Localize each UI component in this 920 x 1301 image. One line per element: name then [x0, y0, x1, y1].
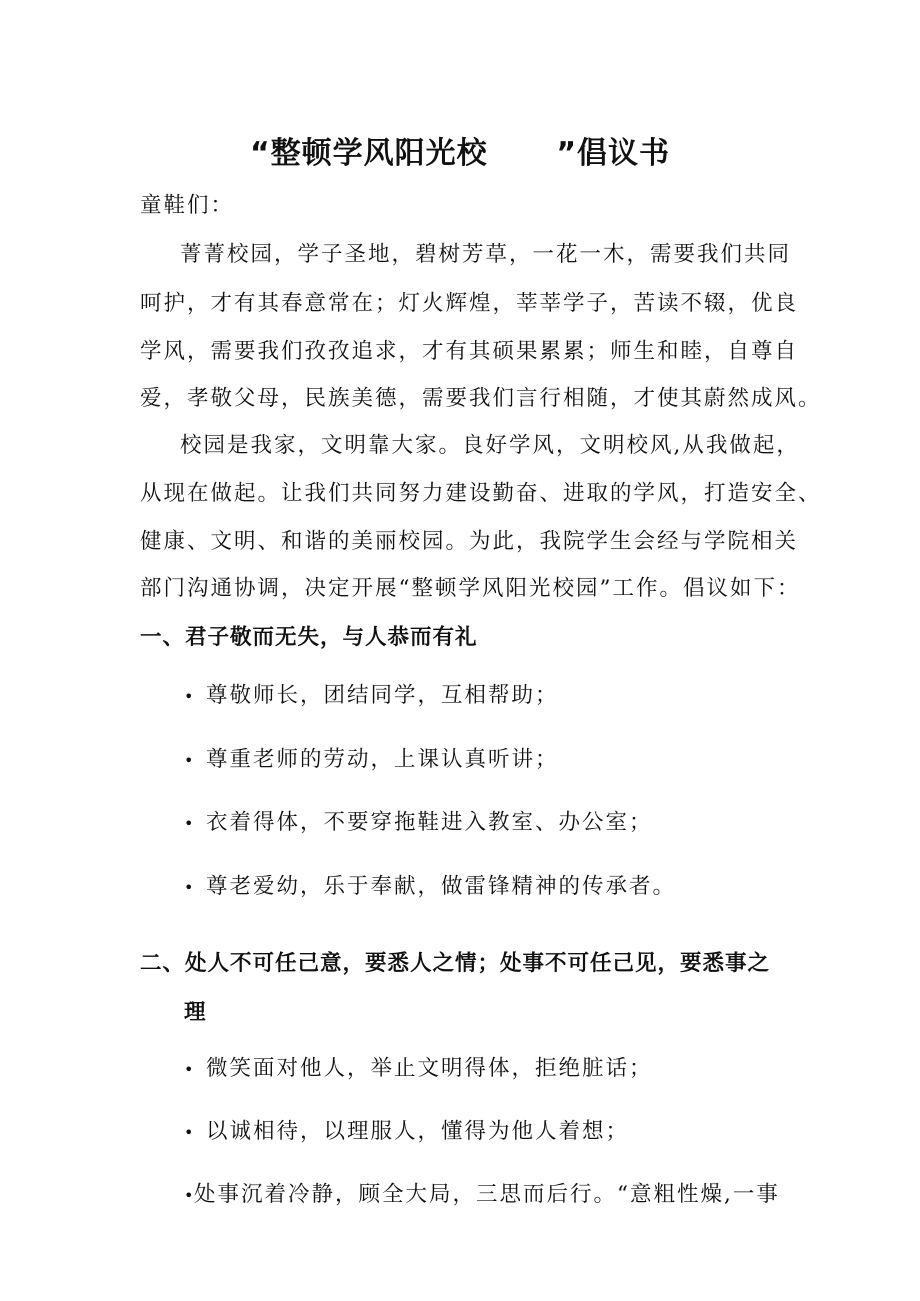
section-1-bullet-4 [184, 869, 676, 900]
section-2-heading-line-1: 二、处人不可任己意，要悉人之情；处事不可任己见，要悉事之 [140, 951, 771, 976]
document-title: “整顿学风阳光校 ”倡议书 [249, 136, 671, 171]
paragraph-1-line-2: 呵护，才有其春意常在；灯火辉煌，莘莘学子，苦读不辍，优良 [140, 291, 799, 316]
bullet-text: 处事沉着冷静，顾全大局，三思而后行。“意粗性燥,一事 [194, 1182, 780, 1207]
bullet-dot: • [184, 687, 196, 706]
paragraph-2-line-1: 校园是我家，文明靠大家。良好学风，文明校风,从我做起， [180, 433, 800, 458]
section-2-bullet-3 [184, 1177, 780, 1208]
paragraph-2-line-4: 部门沟通协调，决定开展“整顿学风阳光校园”工作。倡议如下： [140, 576, 801, 601]
bullet-text: 以诚相待，以理服人，懂得为他人着想； [206, 1119, 630, 1144]
bullet-dot: • [184, 1123, 196, 1142]
salutation: 童鞋们： [140, 193, 235, 218]
paragraph-2-line-3: 健康、文明、和谐的美丽校园。为此，我院学生会经与学院相关 [140, 529, 799, 554]
bullet-text: 衣着得体，不要穿拖鞋进入教室、办公室； [206, 810, 653, 835]
paragraph-1-line-1: 菁菁校园，学子圣地，碧树芳草，一花一木，需要我们共同 [180, 242, 792, 267]
bullet-dot: • [184, 878, 196, 897]
section-1-bullet-3 [184, 805, 653, 836]
bullet-text: 微笑面对他人，举止文明得体，拒绝脏话； [206, 1056, 653, 1081]
bullet-text: 尊老爱幼，乐于奉献，做雷锋精神的传承者。 [206, 874, 677, 899]
section-2-bullet-1 [184, 1051, 653, 1082]
bullet-dot: • [184, 751, 196, 770]
paragraph-1-line-4: 爱，孝敬父母，民族美德，需要我们言行相随，才使其蔚然成风。 [140, 386, 822, 411]
bullet-dot: • [184, 1060, 196, 1079]
bullet-text: 尊重老师的劳动，上课认真听讲； [206, 747, 559, 772]
section-1-heading: 一、君子敬而无失，与人恭而有礼 [140, 625, 478, 650]
bullet-dot: • [184, 814, 196, 833]
paragraph-2-line-2: 从现在做起。让我们共同努力建设勤奋、进取的学风，打造安全、 [140, 481, 822, 506]
bullet-text: 尊敬师长，团结同学，互相帮助； [206, 683, 559, 708]
section-1-bullet-2 [184, 742, 559, 773]
section-2-heading-line-2: 理 [184, 1000, 207, 1025]
section-1-bullet-1 [184, 678, 559, 709]
section-2-bullet-2 [184, 1114, 629, 1145]
paragraph-1-line-3: 学风，需要我们孜孜追求，才有其硕果累累；师生和睦，自尊自 [140, 339, 799, 364]
bullet-dot: • [184, 1186, 196, 1205]
